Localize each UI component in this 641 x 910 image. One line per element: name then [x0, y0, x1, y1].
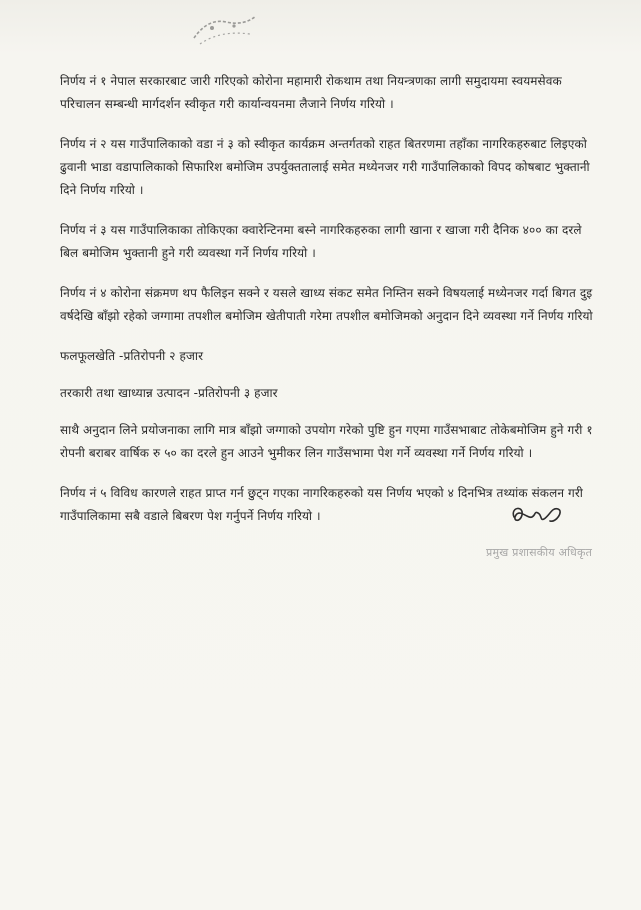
decision-2: निर्णय नं २ यस गाउँपालिकाको वडा नं ३ को स्वीकृत कार्यक्रम अन्तर्गतको राहत बितरणमा तहाँका नागरिकहरुबाट लिइएको ढुवानी भाडा वडापालिकाको सिफारिश बमोजिम उपर्युक्ततालाई समेत मध्येनजर गरी गाउँपालिकाको विपद कोषबाट भुक्तानी दिने निर्णय गरियो ।	[60, 137, 590, 197]
decision-1: निर्णय नं १ नेपाल सरकारबाट जारी गरिएको कोरोना महामारी रोकथाम तथा नियन्त्रणका लागी समुदायमा स्वयमसेवक परिचालन सम्बन्धी मार्गदर्शन स्वीकृत गरी कार्यान्वयनमा लैजाने निर्णय गरियो ।	[60, 74, 562, 111]
grant-fruit-farming: फलफूलखेति -प्रतिरोपनी २ हजार	[60, 349, 204, 363]
stamp-mark-icon	[190, 8, 260, 46]
decision-text	[60, 70, 600, 545]
signature-icon	[508, 501, 570, 529]
decision-4-addendum: साथै अनुदान लिने प्रयोजनाका लागि मात्र बाँझो जग्गाको उपयोग गरेको पुष्टि हुन गएमा गाउँसभाबाट तोकेबमोजिम हुने गरी १ रोपनी बराबर वार्षिक रु ५० का दरले हुन आउने भुमीकर लिन गाउँसभामा पेश गर्ने व्यवस्था गर्ने निर्णय गरियो ।	[60, 423, 593, 460]
decision-5: निर्णय नं ५ विविध कारणले राहत प्राप्त गर्न छुट्न गएका नागरिकहरुको यस निर्णय भएको ४ दिनभित्र तथ्यांक संकलन गरी गाउँपालिकामा सबै वडाले बिबरण पेश गर्नुपर्ने निर्णय गरियो ।	[60, 486, 584, 523]
decision-4: निर्णय नं ४ कोरोना संक्रमण थप फैलिइन सक्ने र यसले खाध्य संकट समेत निम्तिन सक्ने विषयलाई मध्येनजर गर्दा बिगत दुइ वर्षदेखि बाँझो रहेको जग्गामा तपशील बमोजिम खेतीपाती गरेमा तपशील बमोजिमको अनुदान दिने व्यवस्था गर्ने निर्णय गरियो	[60, 286, 593, 323]
decision-3: निर्णय नं ३ यस गाउँपालिकाका तोकिएका क्वारेन्टिनमा बस्ने नागरिकहरुका लागी खाना र खाजा गरी दैनिक ४०० का दरले बिल बमोजिम भुक्तानी हुने गरी व्यवस्था गर्ने निर्णय गरियो ।	[60, 223, 582, 260]
signature-caption: प्रमुख प्रशासकीय अधिकृत	[486, 546, 593, 559]
grant-vegetable-grain: तरकारी तथा खाध्यान्न उत्पादन -प्रतिरोपनी ३ हजार	[60, 386, 278, 400]
